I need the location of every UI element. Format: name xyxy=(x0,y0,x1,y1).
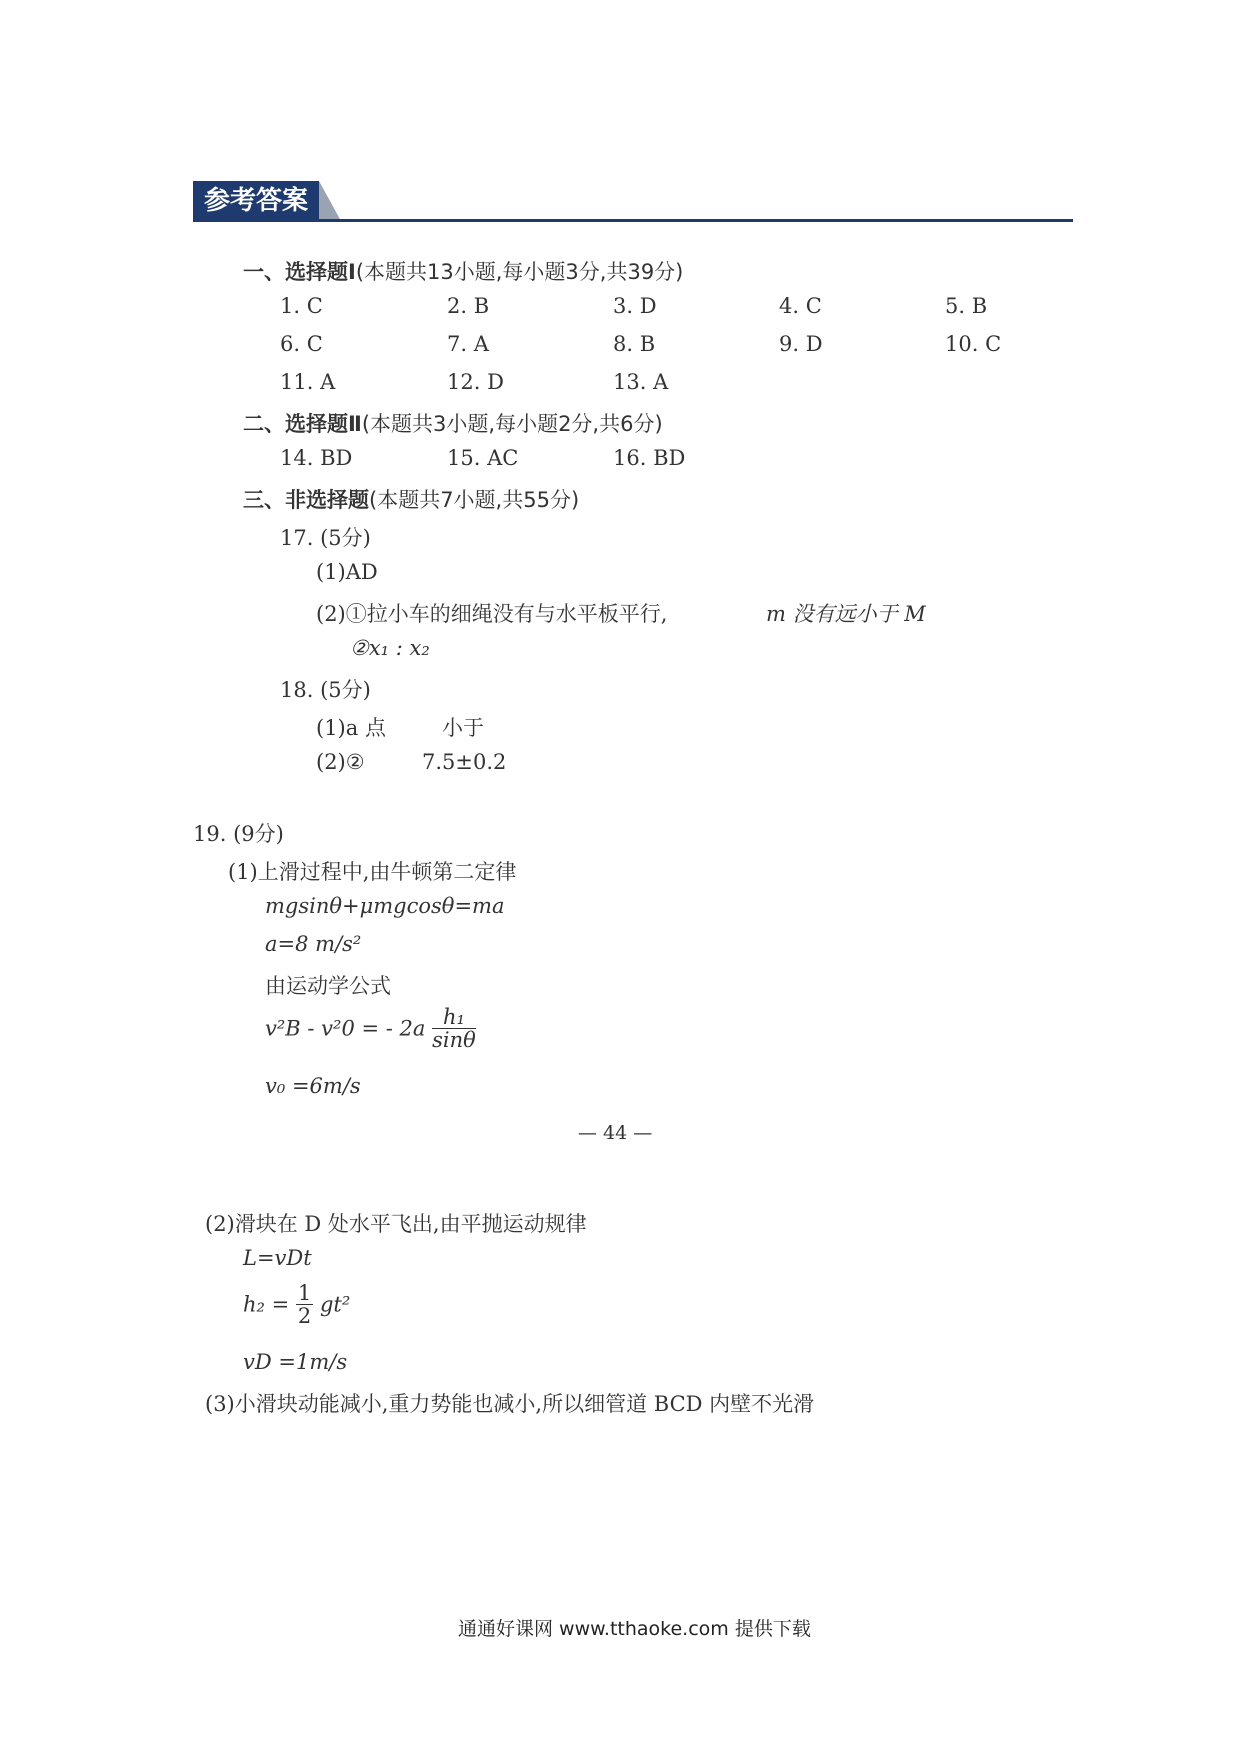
q19-eq3 xyxy=(265,1006,476,1051)
q19-eq6-right: gt² xyxy=(319,1292,351,1317)
section3-heading xyxy=(243,484,579,514)
answer-15: 15. AC xyxy=(447,446,519,470)
q19-eq6-left: h₂ = xyxy=(243,1292,290,1317)
q19-eq6-fraction xyxy=(296,1282,313,1327)
q19-eq2: a=8 m/s² xyxy=(265,932,362,956)
q17-part2c: ②x₁ : x₂ xyxy=(350,636,430,660)
q19-title: 19. (9分) xyxy=(193,822,284,846)
answer-6: 6. C xyxy=(280,332,323,356)
answer-13: 13. A xyxy=(613,370,669,394)
q19-eq4: v₀ =6m/s xyxy=(265,1074,361,1098)
q17-part2a: (2)①拉小车的细绳没有与水平板平行, xyxy=(316,602,668,626)
section2-label: 二、选择题Ⅱ xyxy=(243,412,362,436)
header-tab-decoration xyxy=(319,181,341,221)
answer-4: 4. C xyxy=(779,294,822,318)
q19-eq5: L=vDt xyxy=(243,1246,312,1270)
answer-12: 12. D xyxy=(447,370,504,394)
q19-eq3-fraction xyxy=(432,1006,476,1051)
answer-2: 2. B xyxy=(447,294,490,318)
section1-desc: (本题共13小题,每小题3分,共39分) xyxy=(355,260,684,284)
section3-desc: (本题共7小题,共55分) xyxy=(369,488,580,512)
section1-heading xyxy=(243,256,683,286)
footer-watermark: 通通好课网 www.tthaoke.com 提供下载 xyxy=(458,1618,811,1640)
answer-3: 3. D xyxy=(613,294,657,318)
q18-part1b: 小于 xyxy=(442,716,484,740)
q17-part1: (1)AD xyxy=(316,560,378,584)
q19-kinematics-label: 由运动学公式 xyxy=(265,974,391,998)
q19-eq3-denominator: sinθ xyxy=(432,1028,476,1052)
answer-7: 7. A xyxy=(447,332,489,356)
answer-1: 1. C xyxy=(280,294,323,318)
q19-eq6-numerator: 1 xyxy=(297,1281,312,1305)
q18-title: 18. (5分) xyxy=(280,678,371,702)
q19-part1: (1)上滑过程中,由牛顿第二定律 xyxy=(228,860,517,884)
answer-10: 10. C xyxy=(945,332,1002,356)
answer-5: 5. B xyxy=(945,294,988,318)
q19-eq3-left: v²B - v²0 = - 2a xyxy=(265,1016,426,1041)
answer-14: 14. BD xyxy=(280,446,353,470)
section1-label: 一、选择题Ⅰ xyxy=(243,260,356,284)
q19-eq6 xyxy=(243,1282,350,1327)
answer-11: 11. A xyxy=(280,370,336,394)
section-header-title: 参考答案 xyxy=(193,181,319,221)
q19-eq1: mgsinθ+μmgcosθ=ma xyxy=(265,894,505,918)
q19-part3: (3)小滑块动能减小,重力势能也减小,所以细管道 BCD 内壁不光滑 xyxy=(205,1392,815,1416)
section2-heading xyxy=(243,408,663,438)
q19-eq6-denominator: 2 xyxy=(297,1304,312,1328)
q19-eq7: vD =1m/s xyxy=(243,1350,348,1374)
q17-title: 17. (5分) xyxy=(280,526,371,550)
answer-8: 8. B xyxy=(613,332,656,356)
q18-part2b: 7.5±0.2 xyxy=(422,750,507,774)
header-rule xyxy=(193,219,1073,222)
q18-part2a: (2)② xyxy=(316,750,365,774)
page-number: — 44 — xyxy=(578,1122,653,1144)
answer-16: 16. BD xyxy=(613,446,686,470)
section2-desc: (本题共3小题,每小题2分,共6分) xyxy=(361,412,663,436)
q17-part2b: m 没有远小于 M xyxy=(766,602,926,626)
q19-part2: (2)滑块在 D 处水平飞出,由平抛运动规律 xyxy=(205,1212,587,1236)
section3-label: 三、非选择题 xyxy=(243,488,369,512)
q19-eq3-numerator: h₁ xyxy=(432,1006,476,1029)
answer-9: 9. D xyxy=(779,332,823,356)
q18-part1a: (1)a 点 xyxy=(316,716,386,740)
